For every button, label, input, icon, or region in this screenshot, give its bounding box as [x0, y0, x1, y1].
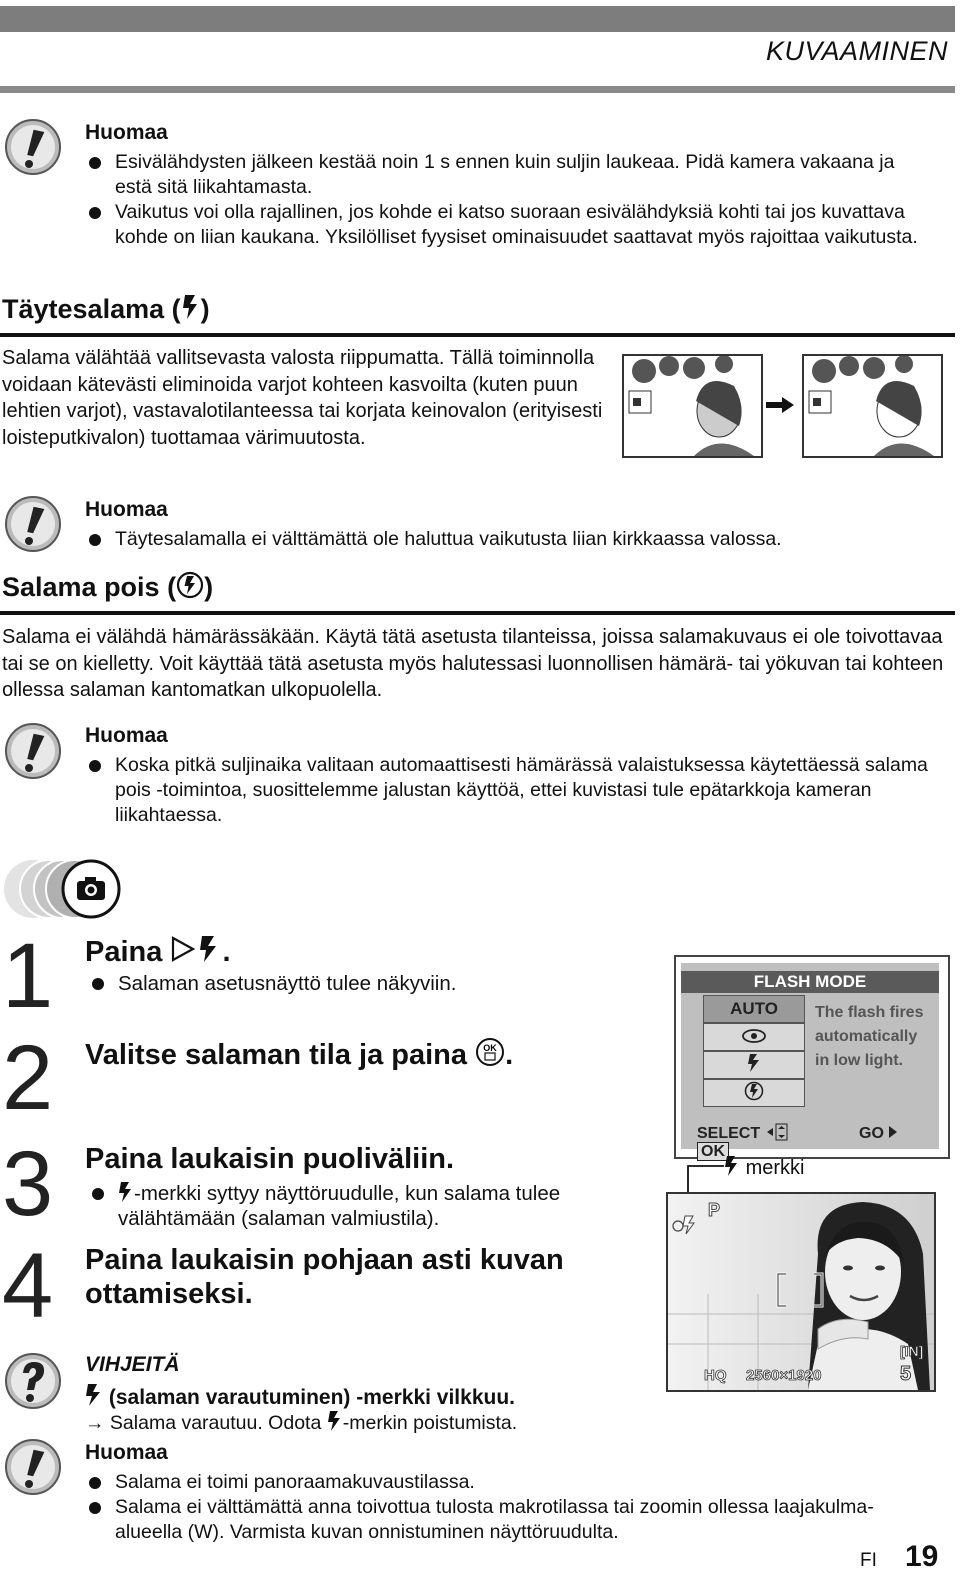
note-label: Huomaa [85, 1441, 168, 1464]
arrow-right-icon [764, 395, 796, 415]
step-number: 3 [2, 1133, 54, 1235]
step-number: 2 [2, 1027, 54, 1129]
lcd-title: FLASH MODE [681, 971, 939, 993]
list-item: Salama ei välttämättä anna toivottua tulosta makrotilassa tai zoomin ollessa laajakulma-alueella (W). Varmista kuvan onnistuminen näyttöruudulta. [85, 1495, 875, 1545]
step-number: 4 [2, 1235, 54, 1337]
eye-icon [741, 1028, 767, 1044]
tips-text: → Salama varautuu. Odota -merkin poistumista. [85, 1412, 518, 1434]
tips-title: (salaman varautuminen) -merkki vilkkuu. [85, 1383, 515, 1410]
memory-indicator: IN [904, 1343, 919, 1359]
flash-icon [747, 1053, 761, 1073]
caution-icon [4, 495, 62, 553]
flash-icon [327, 1410, 343, 1432]
section-rule [0, 611, 955, 615]
updown-arrow-icon [765, 1123, 789, 1141]
svg-text:OK: OK [483, 1043, 497, 1053]
section-title: KUVAAMINEN [765, 36, 948, 66]
right-flash-button-icon [170, 934, 222, 964]
list-item: Esivälähdysten jälkeen kestää noin 1 s ennen kuin suljin laukeaa. Pidä kamera vakaana ja estä sitä liikahtamasta. [85, 150, 935, 200]
flash-mode-screen [674, 955, 950, 1159]
flash-icon [181, 293, 201, 321]
note-label: Huomaa [85, 498, 168, 521]
flash-off-heading: Salama pois ( ) [2, 572, 214, 602]
go-label: GO [859, 1125, 884, 1142]
list-item: Salama ei toimi panoraamakuvaustilassa. [85, 1470, 875, 1495]
step-title: Valitse salaman tila ja paina OK . [85, 1039, 514, 1071]
header-rule [0, 86, 955, 93]
list-item: Koska pitkä suljinaika valitaan automaattisesti hämärässä valaistuksessa käytettäessä salama pois -toimintoa, suosittelemme jalustan käyttöä, ettei kuvistasi tule epätarkkoja kameran liikahtaessa. [85, 753, 935, 828]
ok-label: OK [697, 1142, 729, 1161]
tips-icon [4, 1352, 62, 1410]
lcd-option-auto[interactable]: AUTO [703, 995, 805, 1023]
merkki-label: merkki [724, 1155, 804, 1180]
section-rule [0, 333, 955, 337]
flash-icon [118, 1181, 134, 1203]
lcd-option-off[interactable] [703, 1079, 805, 1107]
illustration-after [802, 354, 943, 458]
quality-label: HQ [704, 1367, 727, 1384]
resolution-label: 2560×1920 [746, 1367, 822, 1384]
list-item: Täytesalamalla ei välttämättä ole haluttua vaikutusta liian kirkkaassa valossa. [85, 527, 935, 552]
page-number: 19 [905, 1540, 939, 1573]
lcd-option-redeye[interactable] [703, 1023, 805, 1051]
illustration-before [622, 354, 763, 458]
flash-icon [85, 1383, 103, 1407]
camera-preview [666, 1192, 936, 1392]
note-label: Huomaa [85, 724, 168, 747]
fill-flash-text: Salama välähtää vallitsevasta valosta riippumatta. Tällä toiminnolla voidaan kätevästi eliminoida varjot kohteen kasvoilta (kuten puun lehtien varjot), vastavalotilanteessa tai korjata keinovalon (erityisesti loisteputkivalon) tuottamaa värimuutosta. [2, 347, 603, 449]
camera-mode-icon [2, 858, 134, 920]
arrow-right-icon [888, 1125, 898, 1139]
step-title: Paina laukaisin pohjaan asti kuvan ottamiseksi. [85, 1244, 564, 1310]
flash-off-text: Salama ei välähdä hämärässäkään. Käytä tätä asetusta tilanteissa, joissa salamakuvaus ei ole toivottavaa tai se on kielletty. Voit käyttää tätä asetusta myös halutessasi luonnollisen hämärä- tai yökuvan tai kohteen ollessa salaman kantomatkan ulkopuolella. [2, 626, 944, 701]
select-label: SELECT [697, 1125, 761, 1142]
preview-mode: P [708, 1200, 721, 1220]
svg-text:[IN]: [IN] [900, 1343, 924, 1359]
list-item: -merkki syttyy näyttöruudulle, kun salama tulee välähtämään (salaman valmiustila). [88, 1181, 608, 1231]
flash-off-icon [744, 1081, 764, 1101]
list-item: Salaman asetusnäyttö tulee näkyviin. [88, 971, 648, 996]
step-title: Paina laukaisin puoliväliin. [85, 1143, 455, 1175]
flash-off-icon [176, 571, 204, 599]
lcd-option-fill[interactable] [703, 1051, 805, 1079]
step-number: 1 [2, 925, 54, 1027]
lcd-description: The flash fires automatically in low light. [815, 1004, 924, 1069]
shots-remaining: 5 [900, 1363, 912, 1385]
fill-flash-heading: Täytesalama ( ) [2, 294, 210, 324]
note-label: Huomaa [85, 121, 168, 144]
tips-label: VIHJEITÄ [85, 1353, 180, 1376]
result-arrow: → [85, 1412, 105, 1434]
caution-icon [4, 1438, 62, 1496]
step-title: Paina . [85, 936, 231, 968]
language-label: FI [860, 1550, 877, 1571]
header-bar [0, 6, 955, 32]
list-item: Vaikutus voi olla rajallinen, jos kohde ei katso suoraan esivälähdyksiä kohti tai jos kuvattava kohde on liian kaukana. Yksilölliset fyysiset ominaisuudet saattavat myös rajoittaa vaikutusta. [85, 200, 935, 250]
caution-icon [4, 722, 62, 780]
caution-icon [4, 118, 62, 176]
flash-icon [724, 1155, 740, 1177]
ok-button-icon [475, 1037, 505, 1067]
